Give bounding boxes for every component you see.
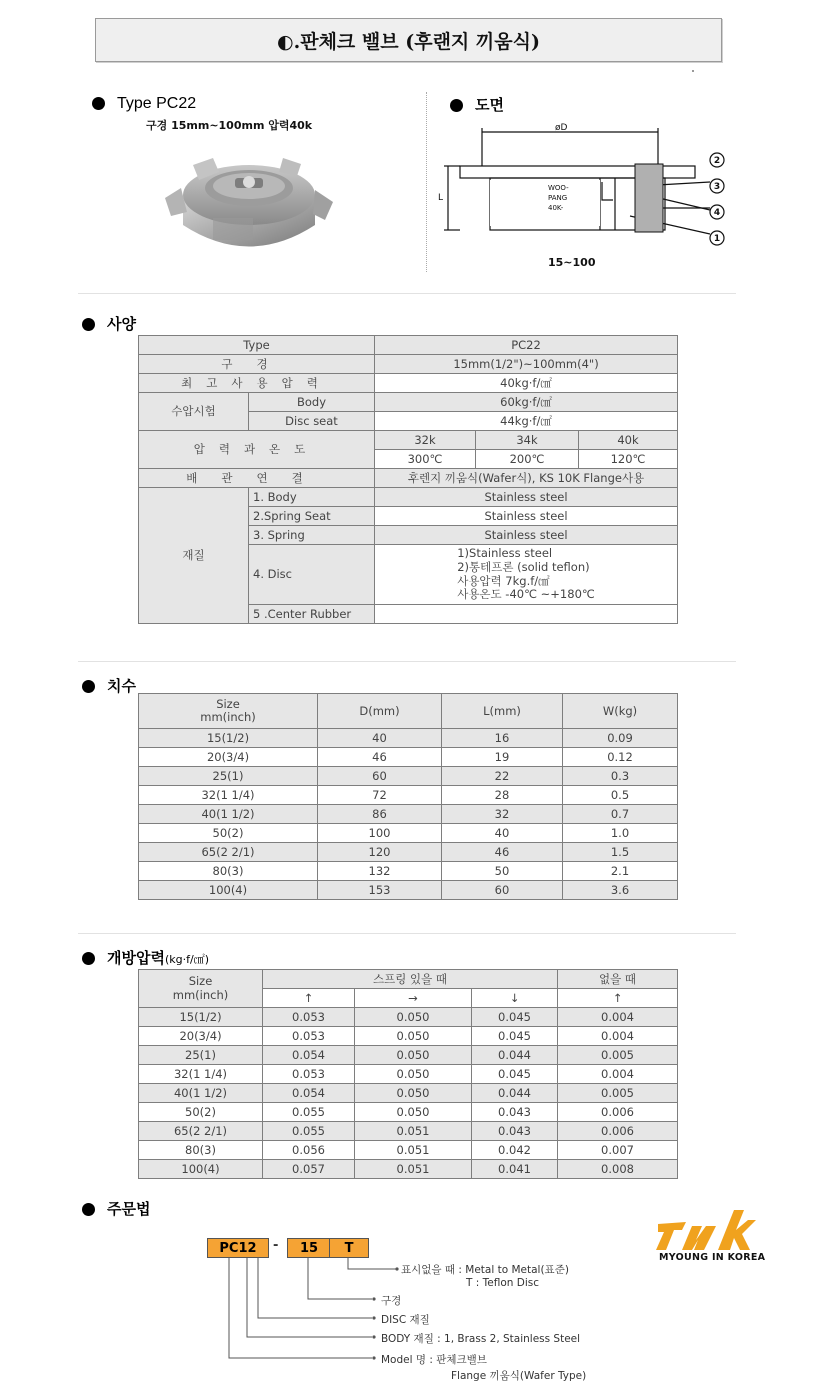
callout-3: 3 <box>713 182 721 192</box>
callout-2: 2 <box>713 156 721 166</box>
bullet-icon <box>450 99 463 112</box>
callout-1: 1 <box>713 234 721 244</box>
spec-body-label: Body <box>249 393 375 412</box>
spec-discseat-value: 44kg·f/㎠ <box>375 412 678 431</box>
table-cell: 0.005 <box>558 1084 678 1103</box>
table-row <box>139 1046 678 1065</box>
table-row <box>139 1065 678 1084</box>
spec-disc-line: 1)Stainless steel <box>457 545 553 560</box>
order-box-model: PC12 <box>207 1238 269 1258</box>
table-cell: 0.057 <box>263 1160 355 1179</box>
table-cell: 100(4) <box>139 881 318 900</box>
product-heading: Type PC22 <box>92 94 196 113</box>
table-row <box>139 1008 678 1027</box>
page-title: ◐.판체크 밸브 (후랜지 끼움식) <box>277 30 540 53</box>
spec-rubber-value <box>375 605 678 624</box>
spec-pt-p2: 34k <box>476 431 579 450</box>
table-cell: 32 <box>442 805 563 824</box>
table-cell: 0.050 <box>355 1027 472 1046</box>
spec-table <box>138 335 678 624</box>
table-cell: 0.005 <box>558 1046 678 1065</box>
table-row <box>139 1122 678 1141</box>
arrow-up-icon: ↑ <box>558 989 678 1008</box>
table-cell: 0.053 <box>263 1027 355 1046</box>
table-cell: 20(3/4) <box>139 748 318 767</box>
dimensions-body <box>139 729 678 900</box>
table-cell: 80(3) <box>139 862 318 881</box>
valve-photo <box>163 140 335 265</box>
open-size-header: Size mm(inch) <box>139 970 263 1008</box>
dim-header: W(kg) <box>563 694 678 729</box>
table-row <box>139 786 678 805</box>
table-cell: 60 <box>442 881 563 900</box>
table-cell: 0.051 <box>355 1141 472 1160</box>
product-subtitle: 구경 15mm~100mm 압력40k <box>146 119 313 132</box>
table-cell: 0.045 <box>472 1008 558 1027</box>
table-row <box>139 748 678 767</box>
table-cell: 0.004 <box>558 1027 678 1046</box>
table-cell: 25(1) <box>139 767 318 786</box>
table-cell: 0.042 <box>472 1141 558 1160</box>
spec-material-part: 2.Spring Seat <box>249 507 375 526</box>
spec-type-label: Type <box>139 336 375 355</box>
opening-table <box>138 969 678 1179</box>
table-cell: 0.045 <box>472 1027 558 1046</box>
table-cell: 65(2 2/1) <box>139 843 318 862</box>
table-cell: 86 <box>318 805 442 824</box>
spec-material-value: Stainless steel <box>375 507 678 526</box>
opening-unit: (kg·f/㎠) <box>164 953 209 966</box>
table-cell: 0.050 <box>355 1008 472 1027</box>
open-without-spring: 없을 때 <box>558 970 678 989</box>
spec-disc-part: 4. Disc <box>249 545 375 605</box>
table-cell: 0.055 <box>263 1103 355 1122</box>
table-cell: 100 <box>318 824 442 843</box>
dim-header: Size mm(inch) <box>139 694 318 729</box>
spec-discseat-label: Disc seat <box>249 412 375 431</box>
order-box-size: 15 <box>287 1238 331 1258</box>
table-cell: 32(1 1/4) <box>139 1065 263 1084</box>
table-row <box>139 881 678 900</box>
order-line5b: Flange 끼움식(Wafer Type) <box>451 1370 587 1382</box>
table-row <box>139 862 678 881</box>
table-cell: 0.054 <box>263 1046 355 1065</box>
spec-pt-t1: 300℃ <box>375 450 476 469</box>
table-cell: 65(2 2/1) <box>139 1122 263 1141</box>
spec-pt-t3: 120℃ <box>579 450 678 469</box>
table-cell: 0.3 <box>563 767 678 786</box>
table-cell: 46 <box>442 843 563 862</box>
table-row <box>139 1160 678 1179</box>
spec-body-value: 60kg·f/㎠ <box>375 393 678 412</box>
table-cell: 3.6 <box>563 881 678 900</box>
table-cell: 2.1 <box>563 862 678 881</box>
table-row <box>139 805 678 824</box>
drawing-text-1: WOO- <box>548 184 569 192</box>
table-cell: 0.008 <box>558 1160 678 1179</box>
arrow-down-icon: ↓ <box>472 989 558 1008</box>
opening-heading: 개방압력(kg·f/㎠) <box>82 947 209 968</box>
table-cell: 50(2) <box>139 824 318 843</box>
table-cell: 20(3/4) <box>139 1027 263 1046</box>
bullet-icon <box>82 680 95 693</box>
table-cell: 80(3) <box>139 1141 263 1160</box>
table-row <box>139 729 678 748</box>
table-cell: 25(1) <box>139 1046 263 1065</box>
table-row <box>139 767 678 786</box>
table-cell: 0.050 <box>355 1046 472 1065</box>
spec-conn-label: 배관연결 <box>139 469 375 488</box>
table-cell: 0.12 <box>563 748 678 767</box>
arrow-up-icon: ↑ <box>263 989 355 1008</box>
spec-disc-line: 2)통테프론 (solid teflon) <box>457 559 590 574</box>
bullet-icon <box>82 318 95 331</box>
bullet-icon <box>92 97 105 110</box>
table-row <box>139 1103 678 1122</box>
spec-pt-p3: 40k <box>579 431 678 450</box>
spec-material-part: 1. Body <box>249 488 375 507</box>
drawing-heading: 도면 <box>450 94 504 115</box>
dimensions-heading: 치수 <box>82 675 136 696</box>
divider <box>78 661 736 662</box>
spec-maxpressure-label: 최고사용압력 <box>139 374 375 393</box>
order-line3: DISC 재질 <box>381 1314 430 1326</box>
callout-4: 4 <box>713 208 721 218</box>
spec-heading: 사양 <box>82 313 136 334</box>
small-mark <box>692 70 694 72</box>
table-cell: 19 <box>442 748 563 767</box>
table-cell: 0.053 <box>263 1008 355 1027</box>
valve-drawing <box>430 120 730 275</box>
table-cell: 0.5 <box>563 786 678 805</box>
table-cell: 0.054 <box>263 1084 355 1103</box>
table-cell: 0.043 <box>472 1103 558 1122</box>
table-cell: 16 <box>442 729 563 748</box>
brand-name: MYOUNG IN KOREA <box>659 1252 766 1263</box>
spec-bore-label: 구경 <box>139 355 375 374</box>
table-cell: 60 <box>318 767 442 786</box>
dim-header: L(mm) <box>442 694 563 729</box>
table-cell: 32(1 1/4) <box>139 786 318 805</box>
order-line5a: Model 명 : 판체크밸브 <box>381 1354 487 1366</box>
table-cell: 0.044 <box>472 1084 558 1103</box>
table-cell: 15(1/2) <box>139 729 318 748</box>
drawing-dim-d: øD <box>555 123 568 133</box>
table-cell: 28 <box>442 786 563 805</box>
table-cell: 40(1 1/2) <box>139 805 318 824</box>
order-heading: 주문법 <box>82 1198 150 1219</box>
spec-type-value: PC22 <box>375 336 678 355</box>
table-cell: 100(4) <box>139 1160 263 1179</box>
table-cell: 0.7 <box>563 805 678 824</box>
bullet-icon <box>82 952 95 965</box>
table-cell: 15(1/2) <box>139 1008 263 1027</box>
spec-disc-line: 사용압력 7kg.f/㎠ <box>457 573 550 588</box>
table-cell: 0.053 <box>263 1065 355 1084</box>
spec-hydro-label: 수압시험 <box>139 393 249 431</box>
table-cell: 153 <box>318 881 442 900</box>
divider <box>78 933 736 934</box>
order-line1a: 표시없을 때 : Metal to Metal(표준) <box>401 1264 569 1276</box>
table-cell: 0.041 <box>472 1160 558 1179</box>
table-row <box>139 1027 678 1046</box>
dim-header: D(mm) <box>318 694 442 729</box>
table-cell: 0.007 <box>558 1141 678 1160</box>
table-cell: 0.050 <box>355 1065 472 1084</box>
table-cell: 0.051 <box>355 1160 472 1179</box>
table-cell: 0.051 <box>355 1122 472 1141</box>
spec-disc-value <box>375 545 678 605</box>
table-row <box>139 824 678 843</box>
table-cell: 40 <box>442 824 563 843</box>
table-cell: 0.006 <box>558 1122 678 1141</box>
spec-material-value: Stainless steel <box>375 526 678 545</box>
table-cell: 50 <box>442 862 563 881</box>
spec-pt-t2: 200℃ <box>476 450 579 469</box>
table-cell: 1.0 <box>563 824 678 843</box>
table-row <box>139 1141 678 1160</box>
table-cell: 22 <box>442 767 563 786</box>
table-row <box>139 1084 678 1103</box>
table-cell: 0.006 <box>558 1103 678 1122</box>
table-row <box>139 843 678 862</box>
order-line2: 구경 <box>381 1295 402 1307</box>
table-cell: 132 <box>318 862 442 881</box>
dimensions-table <box>138 693 678 900</box>
open-with-spring: 스프링 있을 때 <box>263 970 558 989</box>
table-cell: 0.055 <box>263 1122 355 1141</box>
divider <box>78 293 736 294</box>
spec-conn-value: 후렌지 끼움식(Wafer식), KS 10K Flange사용 <box>375 469 678 488</box>
spec-maxpressure-value: 40kg·f/㎠ <box>375 374 678 393</box>
order-line4: BODY 재질 : 1, Brass 2, Stainless Steel <box>381 1333 581 1345</box>
drawing-divider <box>426 92 427 272</box>
table-cell: 0.045 <box>472 1065 558 1084</box>
order-dash: - <box>273 1238 279 1253</box>
table-cell: 0.004 <box>558 1008 678 1027</box>
order-box-t: T <box>329 1238 369 1258</box>
table-cell: 40 <box>318 729 442 748</box>
spec-material-value: Stainless steel <box>375 488 678 507</box>
table-cell: 0.050 <box>355 1084 472 1103</box>
table-cell: 72 <box>318 786 442 805</box>
table-cell: 0.050 <box>355 1103 472 1122</box>
spec-disc-line: 사용온도 -40℃ ~+180℃ <box>457 587 595 602</box>
spec-material-part: 3. Spring <box>249 526 375 545</box>
spec-pt-label: 압력과온도 <box>139 431 375 469</box>
spec-rubber-part: 5 .Center Rubber <box>249 605 375 624</box>
table-cell: 40(1 1/2) <box>139 1084 263 1103</box>
drawing-range: 15~100 <box>548 256 596 269</box>
drawing-dim-l: L <box>438 193 444 203</box>
table-cell: 46 <box>318 748 442 767</box>
table-cell: 50(2) <box>139 1103 263 1122</box>
page-title-box <box>95 18 722 62</box>
drawing-text-3: 40K- <box>548 204 564 212</box>
table-cell: 0.043 <box>472 1122 558 1141</box>
table-cell: 0.044 <box>472 1046 558 1065</box>
brand-logo <box>656 1206 756 1251</box>
order-line1b: T : Teflon Disc <box>466 1277 539 1289</box>
table-cell: 0.004 <box>558 1065 678 1084</box>
table-cell: 0.09 <box>563 729 678 748</box>
arrow-right-icon: → <box>355 989 472 1008</box>
table-cell: 0.056 <box>263 1141 355 1160</box>
table-cell: 1.5 <box>563 843 678 862</box>
drawing-text-2: PANG <box>548 194 568 202</box>
spec-pt-p1: 32k <box>375 431 476 450</box>
opening-body <box>139 1008 678 1179</box>
bullet-icon <box>82 1203 95 1216</box>
spec-material-label: 재질 <box>139 488 249 624</box>
table-cell: 120 <box>318 843 442 862</box>
spec-bore-value: 15mm(1/2")~100mm(4") <box>375 355 678 374</box>
